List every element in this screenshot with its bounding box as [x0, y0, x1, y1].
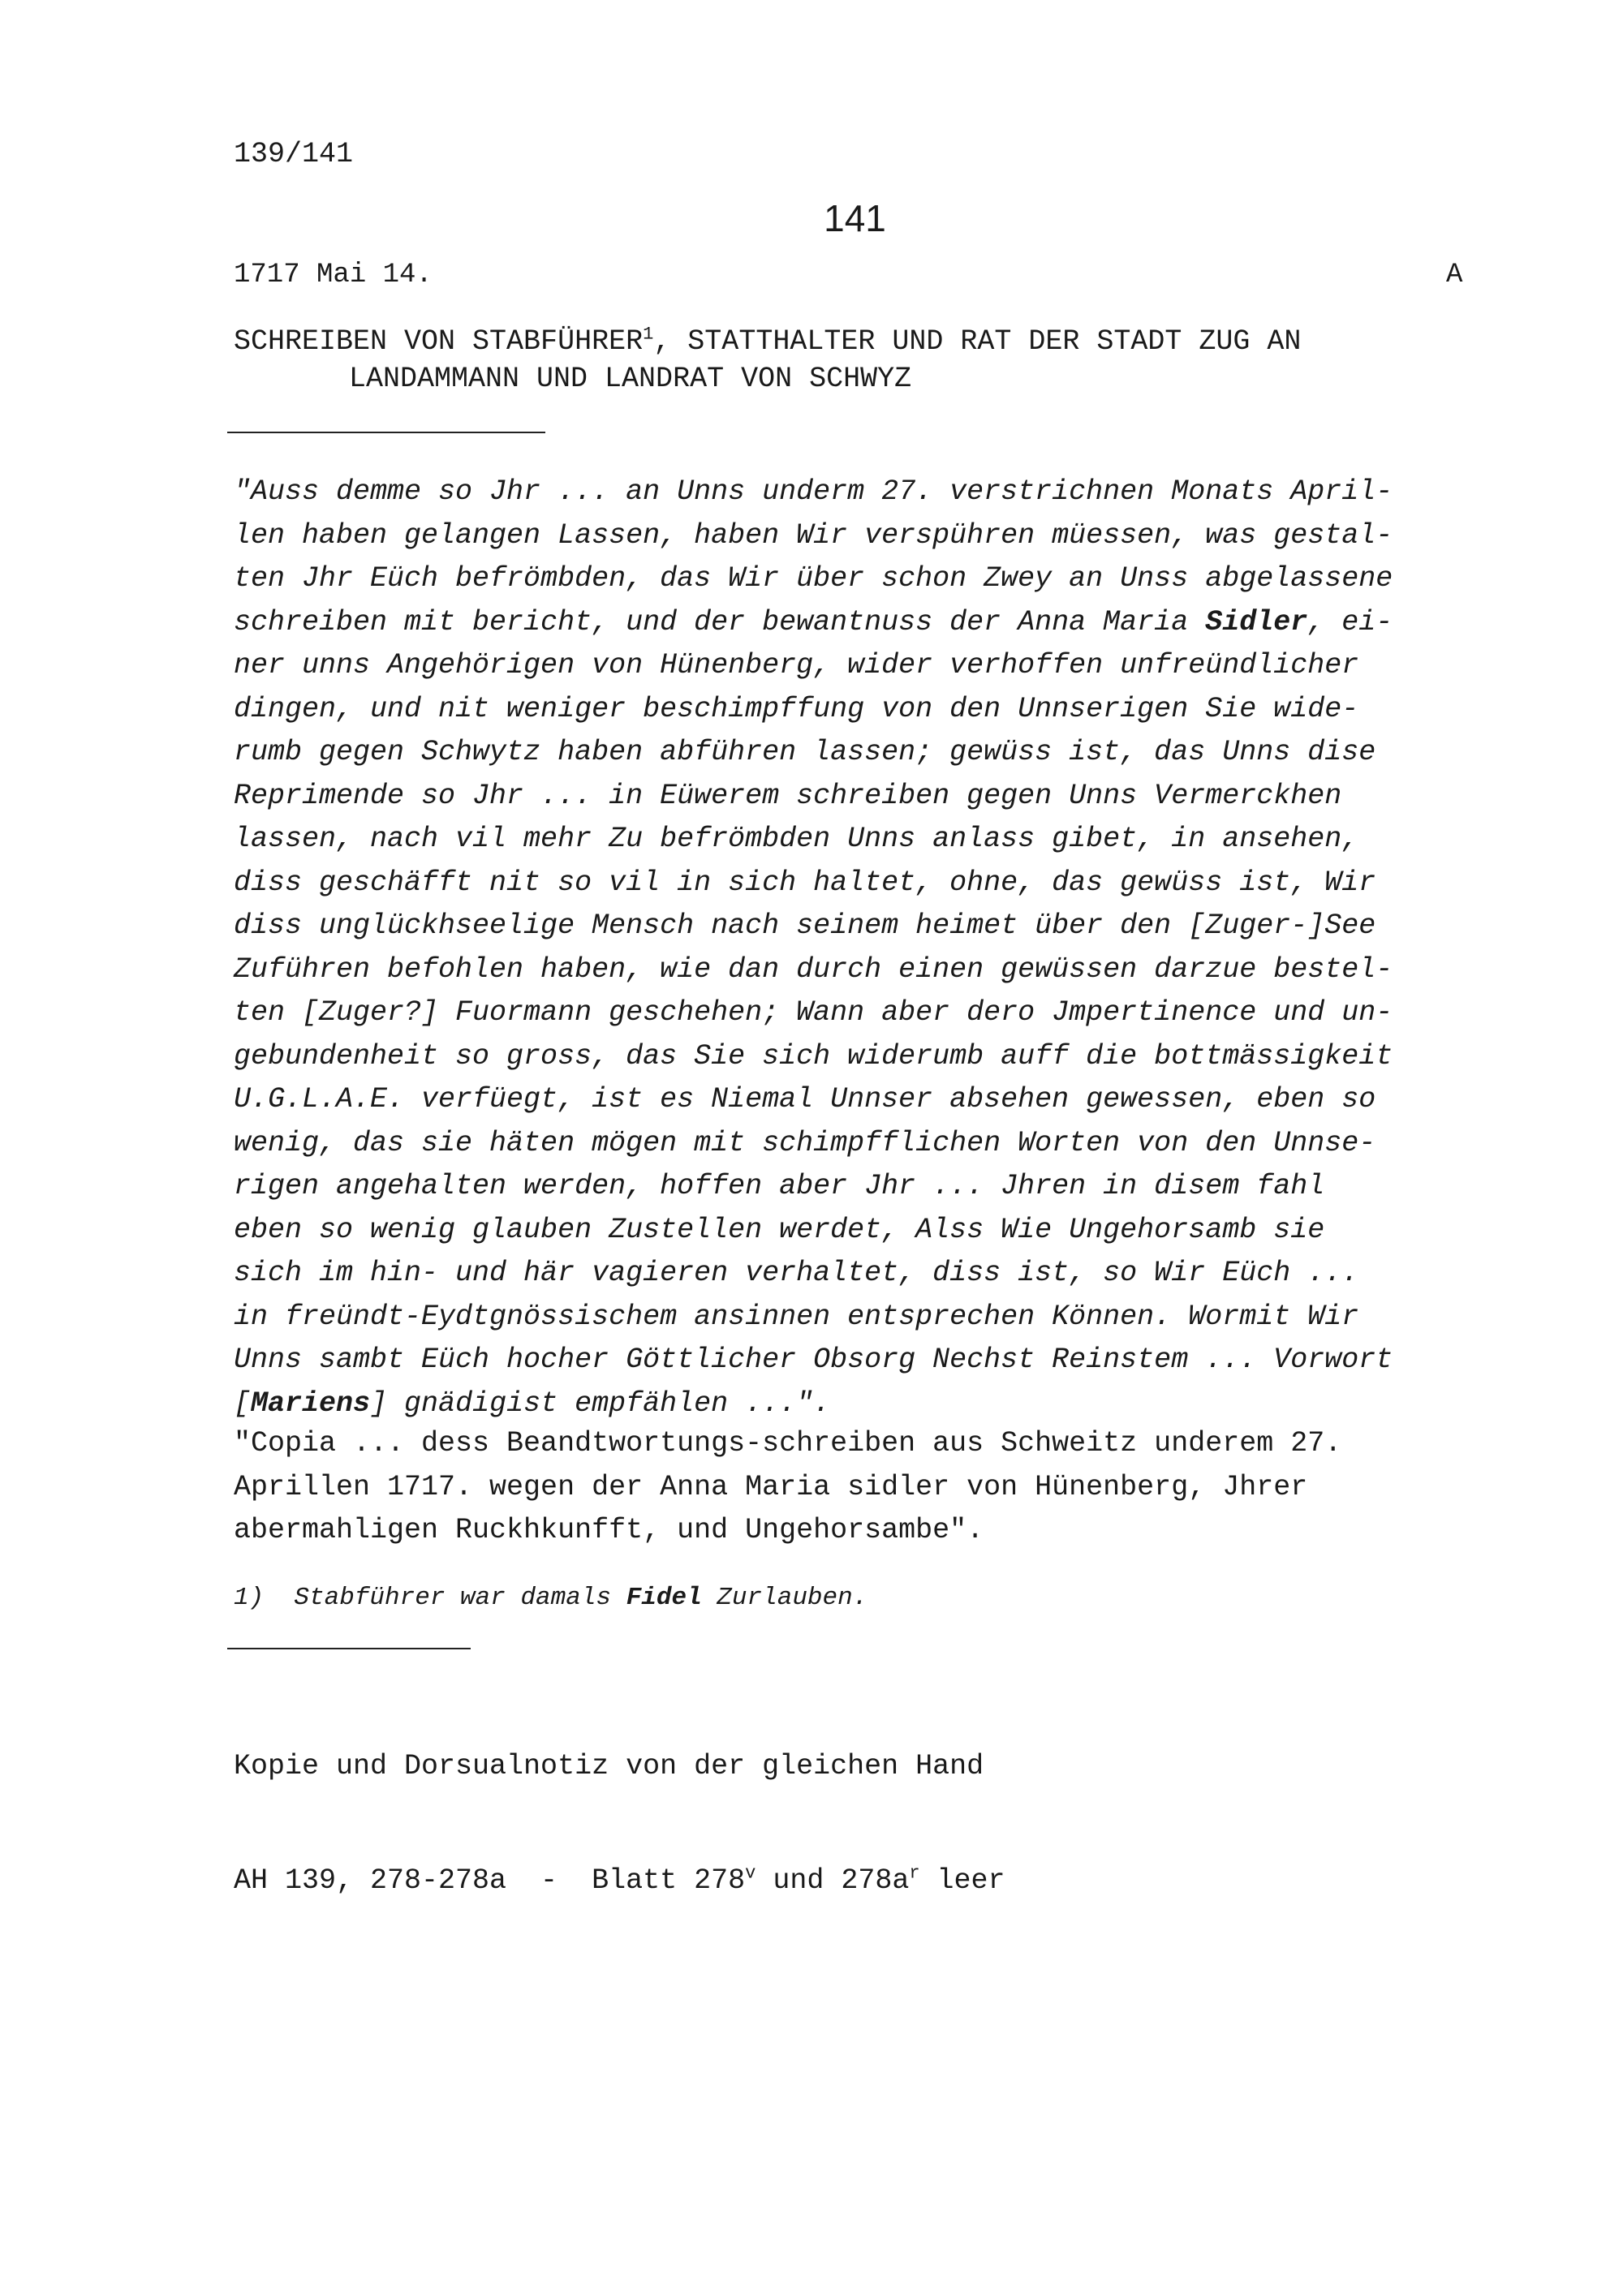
excerpt-line: diss unglückhseelige Mensch nach seinem heimet über den [Zuger-]See: [234, 909, 1376, 942]
footnote-text: Zurlauben.: [701, 1584, 868, 1612]
excerpt-line: [234, 1382, 1500, 1426]
excerpt-line: lassen, nach vil mehr Zu befrömbden Unns anlass gibet, in ansehen,: [234, 823, 1359, 855]
document-letter: A: [1446, 260, 1463, 290]
footnote-divider: [227, 1648, 471, 1649]
excerpt-line: gebundenheit so gross, das Sie sich widerumb auff die bottmässigkeit: [234, 1039, 1393, 1073]
source-line: [234, 1862, 1005, 1900]
excerpt-line: sich im hin- und här vagieren verhaltet, diss ist, so Wir Eüch ...: [234, 1257, 1359, 1289]
source-text: AH 139, 278-278a - Blatt 278: [234, 1864, 746, 1897]
excerpt-text: ] gnädigist empfählen ...".: [370, 1387, 831, 1420]
source-text: und 278a: [756, 1864, 910, 1897]
excerpt-line: ten Jhr Eüch befrömbden, das Wir über schon Zwey an Unss abgelassene: [234, 562, 1393, 595]
excerpt-line: "Auss demme so Jhr ... an Unns underm 27. verstrichnen Monats April-: [234, 475, 1393, 508]
excerpt-line: diss geschäfft nit so vil in sich haltet, ohne, das gewüss ist, Wir: [234, 866, 1376, 899]
source-line: Kopie und Dorsualnotiz von der gleichen Hand: [234, 1750, 984, 1782]
document-title: [234, 323, 1500, 398]
excerpt-line: rumb gegen Schwytz haben abführen lassen; gewüss ist, das Unns dise: [234, 736, 1376, 768]
excerpt-line: len haben gelangen Lassen, haben Wir verspühren müessen, was gestal-: [234, 518, 1393, 552]
footnote: [234, 1584, 867, 1612]
letter-excerpt: [234, 471, 1500, 1425]
excerpt-line: eben so wenig glauben Zustellen werdet, Alss Wie Ungehorsamb sie: [234, 1213, 1325, 1246]
footnote-text: 1) Stabführer war damals: [234, 1584, 626, 1612]
excerpt-line: ten [Zuger?] Fuormann geschehen; Wann aber dero Jmpertinence und un-: [234, 996, 1393, 1029]
excerpt-line: wenig, das sie häten mögen mit schimpfflichen Worten von den Unnse-: [234, 1126, 1376, 1159]
excerpt-text: , ei-: [1307, 605, 1393, 638]
excerpt-line: ner unns Angehörigen von Hünenberg, wider verhoffen unfreündlicher: [234, 649, 1359, 681]
excerpt-line: Zuführen befohlen haben, wie dan durch einen gewüssen darzue bestel-: [234, 952, 1393, 986]
excerpt-line: Unns sambt Eüch hocher Göttlicher Obsorg Nechst Reinstem ... Vorwort: [234, 1344, 1393, 1376]
title-line-2: LANDAMMANN UND LANDRAT VON SCHWYZ: [349, 363, 912, 395]
name-emphasis: Mariens: [251, 1387, 371, 1420]
dorsal-line: "Copia ... dess Beandtwortungs-schreiben aus Schweitz underem 27.: [234, 1427, 1342, 1460]
excerpt-text: [: [234, 1387, 252, 1420]
name-emphasis: Sidler: [1205, 605, 1308, 638]
dorsal-line: abermahligen Ruckhkunfft, und Ungehorsambe".: [234, 1514, 984, 1546]
excerpt-line: dingen, und nit weniger beschimpffung von den Unnserigen Sie wide-: [234, 692, 1359, 725]
document-date: 1717 Mai 14.: [234, 260, 433, 290]
source-text: leer: [919, 1864, 1005, 1897]
superscript: r: [909, 1863, 920, 1884]
dorsal-note: [234, 1422, 1532, 1553]
archive-reference: 139/141: [234, 138, 354, 170]
title-text: , STATTHALTER UND RAT DER STADT ZUG AN: [653, 325, 1302, 358]
title-text: SCHREIBEN VON STABFÜHRER: [234, 325, 644, 358]
excerpt-line: rigen angehalten werden, hoffen aber Jhr ... Jhren in disem fahl: [234, 1170, 1325, 1202]
name-emphasis: Fidel: [626, 1584, 702, 1612]
superscript: v: [745, 1863, 756, 1884]
excerpt-line: [234, 601, 1500, 645]
document-number: 141: [824, 197, 886, 239]
title-divider: [227, 432, 545, 433]
excerpt-line: U.G.L.A.E. verfüegt, ist es Niemal Unnser absehen gewessen, eben so: [234, 1083, 1376, 1116]
footnote-marker: 1: [643, 324, 654, 345]
title-line-1: [234, 323, 1500, 360]
source-note: [234, 1671, 1005, 1938]
excerpt-line: Reprimende so Jhr ... in Eüwerem schreiben gegen Unns Vermerckhen: [234, 779, 1342, 812]
excerpt-text: schreiben mit bericht, und der bewantnuss der Anna Maria: [234, 605, 1206, 638]
excerpt-line: in freündt-Eydtgnössischem ansinnen entsprechen Können. Wormit Wir: [234, 1300, 1359, 1333]
dorsal-line: Aprillen 1717. wegen der Anna Maria sidler von Hünenberg, Jhrer: [234, 1470, 1308, 1503]
